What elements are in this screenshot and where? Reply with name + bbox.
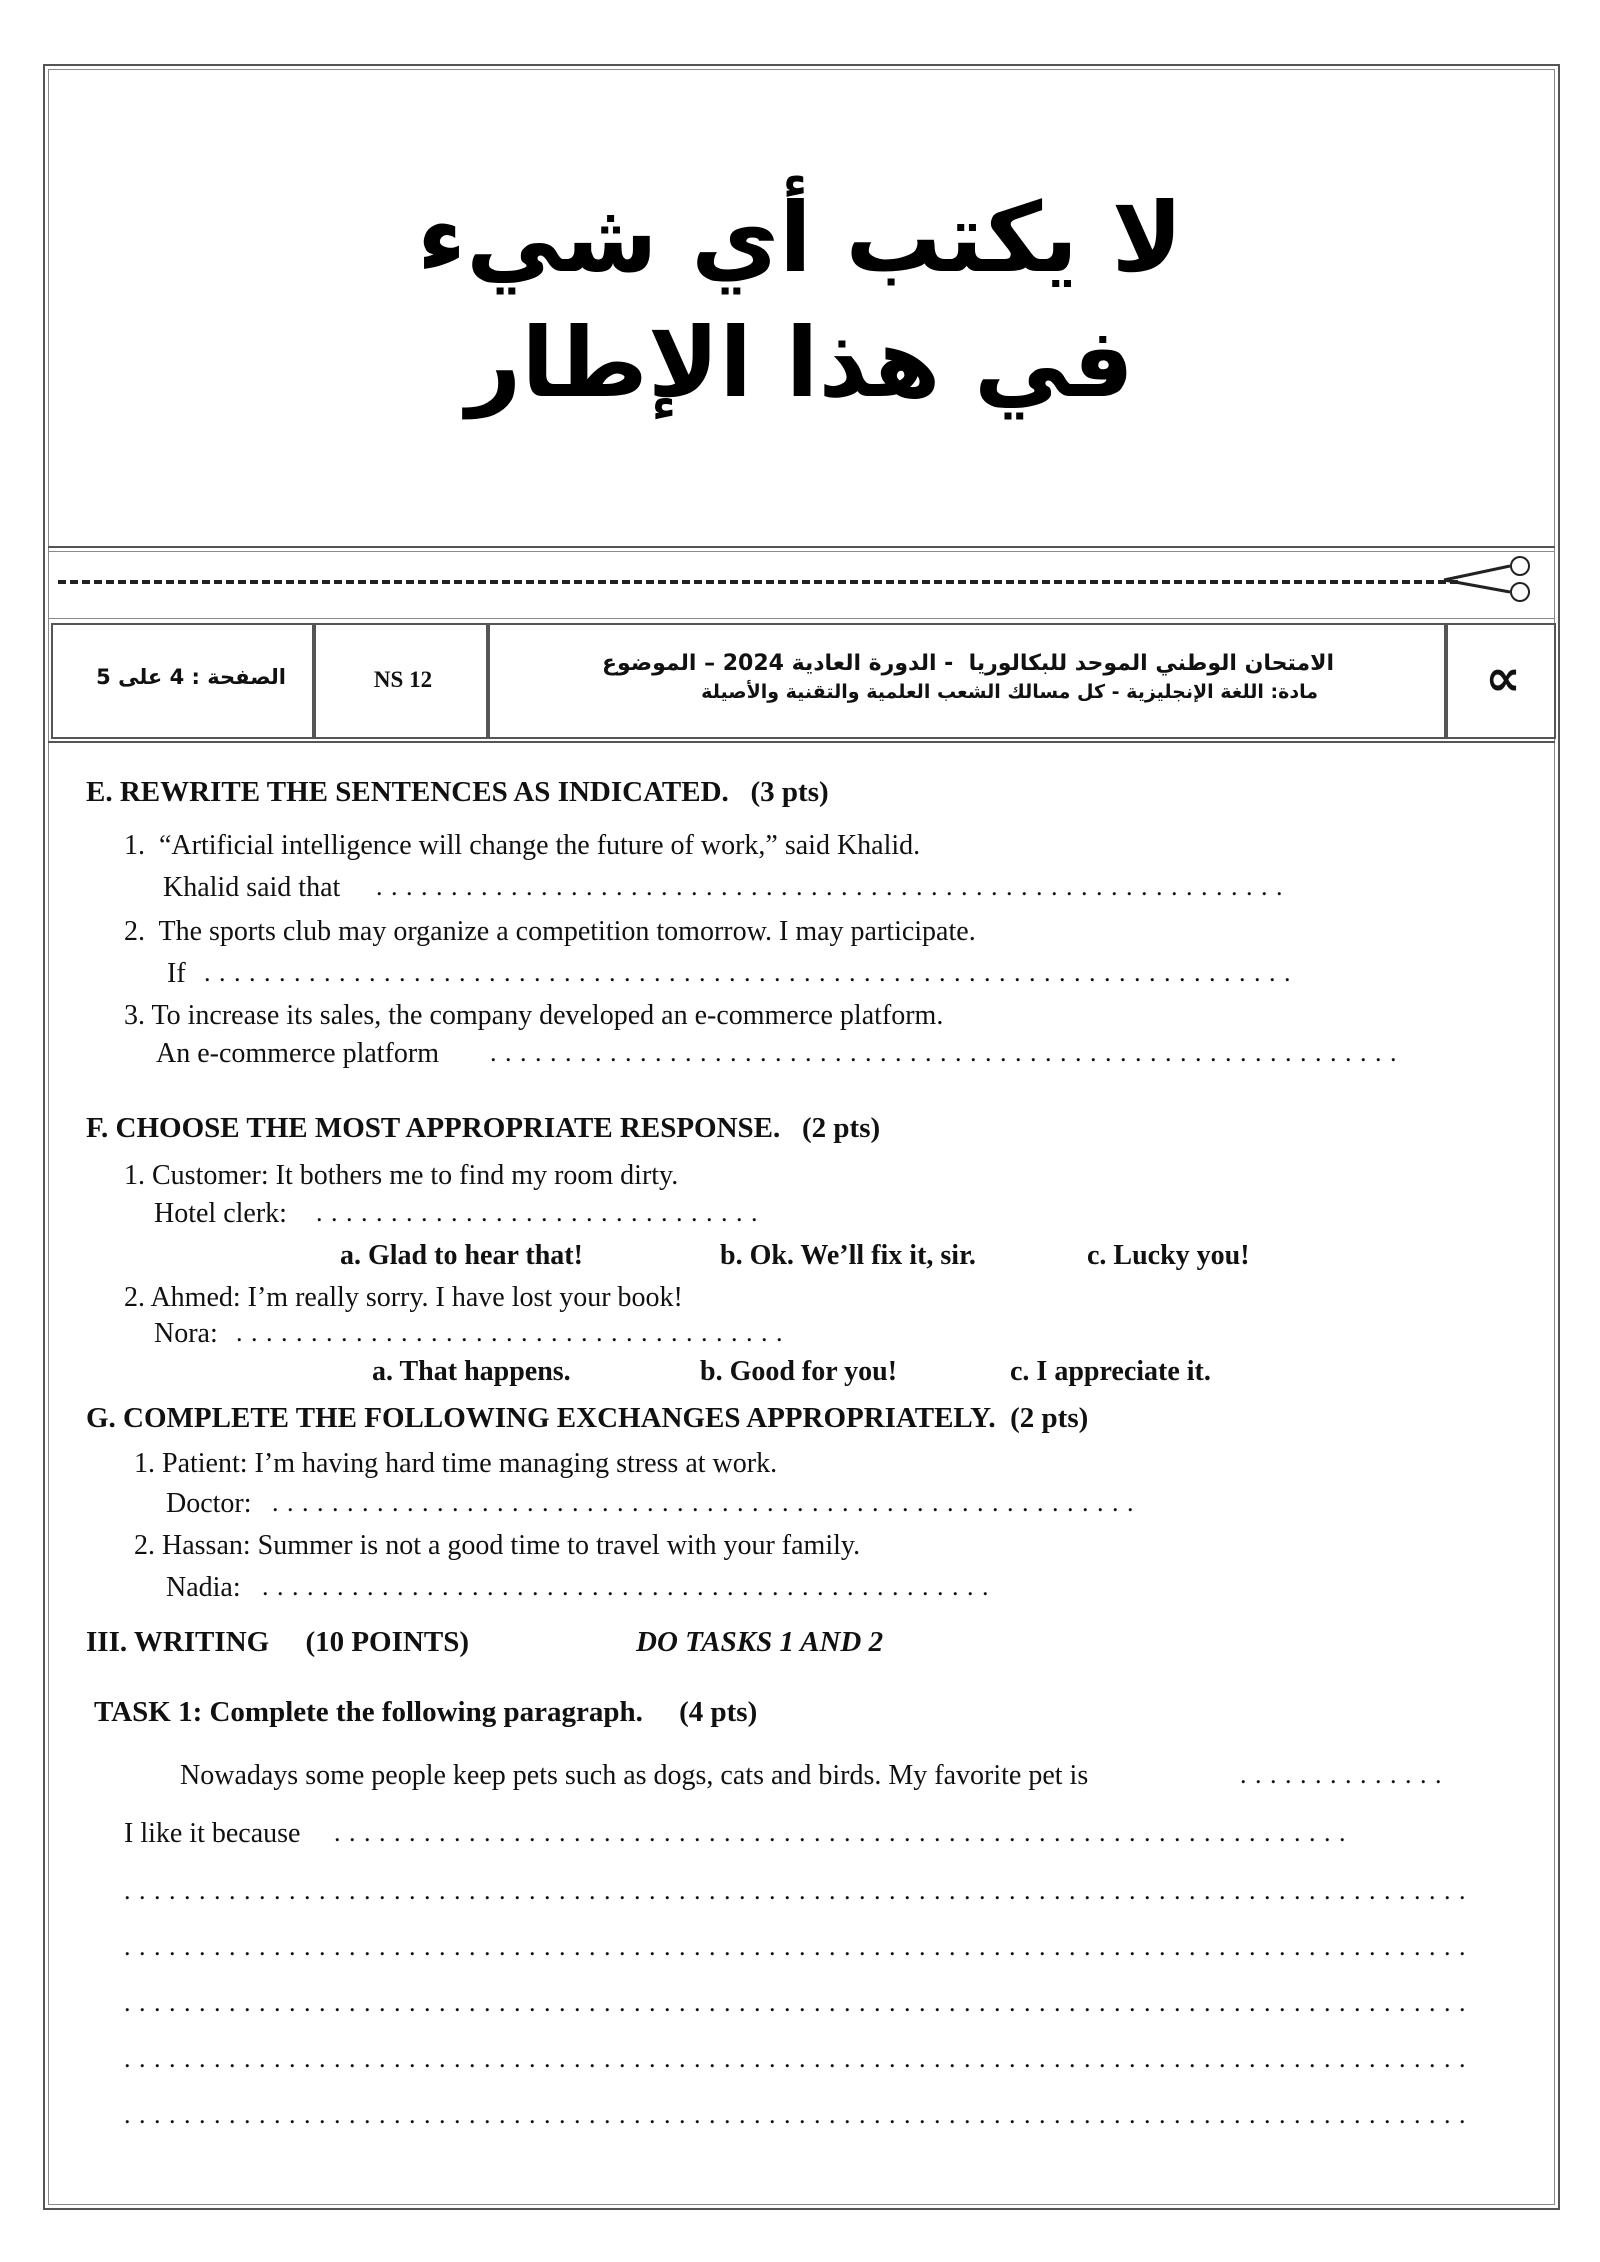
- answer-line-p6[interactable]: . . . . . . . . . . . . . . . . . . . . . . . . . . . . . . . . . . . . . . . . . . . . . . . . . . . . . . . . . . . . . . . . . . . . . . . . . . . . . . . . . . . . . . . . . .: [124, 2044, 1467, 2073]
- cut-line: [58, 580, 1458, 584]
- answer-line-e3[interactable]: . . . . . . . . . . . . . . . . . . . . . . . . . . . . . . . . . . . . . . . . . . . . . . . . . . . . . . . . . . . . .: [490, 1038, 1398, 1067]
- section-g-q2-start: Nadia:: [166, 1572, 241, 1603]
- banner-bottom-border-inner: [48, 551, 1555, 552]
- answer-line-p2[interactable]: . . . . . . . . . . . . . . . . . . . . . . . . . . . . . . . . . . . . . . . . . . . . . . . . . . . . . . . . . . . . . . . . . . . .: [334, 1818, 1347, 1847]
- paragraph-line-2: I like it because: [124, 1818, 301, 1849]
- section-e-q2-start: If: [167, 958, 186, 989]
- writing-instruction: DO TASKS 1 AND 2: [636, 1626, 884, 1658]
- answer-line-p4[interactable]: . . . . . . . . . . . . . . . . . . . . . . . . . . . . . . . . . . . . . . . . . . . . . . . . . . . . . . . . . . . . . . . . . . . . . . . . . . . . . . . . . . . . . . . . . .: [124, 1932, 1467, 1961]
- exam-subject: مادة: اللغة الإنجليزية - كل مسالك الشعب العلمية والتقنية والأصيلة: [701, 681, 1318, 703]
- paragraph-start: Nowadays some people keep pets such as dogs, cats and birds. My favorite pet is: [180, 1760, 1089, 1791]
- section-f-q2: 2. Ahmed: I’m really sorry. I have lost your book!: [124, 1282, 683, 1313]
- answer-line-p1[interactable]: . . . . . . . . . . . . . .: [1240, 1760, 1443, 1789]
- exam-title: الامتحان الوطني الموحد للبكالوريا - الدورة العادية 2024 – الموضوع: [602, 651, 1334, 676]
- exam-logo-icon: ∝: [1485, 649, 1521, 707]
- scissors-icon: [1440, 556, 1540, 602]
- exam-title-cell: [488, 623, 1446, 739]
- header-bottom-border: [48, 741, 1555, 743]
- option-f2-c[interactable]: c. I appreciate it.: [1010, 1356, 1211, 1387]
- banner-line-2: في هذا الإطار: [466, 307, 1134, 419]
- section-e-title: E. REWRITE THE SENTENCES AS INDICATED. (3 pts): [86, 776, 829, 808]
- answer-line-p5[interactable]: . . . . . . . . . . . . . . . . . . . . . . . . . . . . . . . . . . . . . . . . . . . . . . . . . . . . . . . . . . . . . . . . . . . . . . . . . . . . . . . . . . . . . . . . . .: [124, 1988, 1467, 2017]
- page-number: الصفحة : 4 على 5: [96, 665, 286, 689]
- answer-line-f1[interactable]: . . . . . . . . . . . . . . . . . . . . . . . . . . . . . .: [316, 1198, 759, 1227]
- section-e-q3: 3. To increase its sales, the company developed an e-commerce platform.: [124, 1000, 944, 1031]
- section-g-q2: 2. Hassan: Summer is not a good time to travel with your family.: [134, 1530, 861, 1561]
- header-top-border-outer: [48, 618, 1555, 619]
- option-f1-b[interactable]: b. Ok. We’ll fix it, sir.: [720, 1240, 976, 1271]
- section-f-title: F. CHOOSE THE MOST APPROPRIATE RESPONSE. (2 pts): [86, 1112, 881, 1144]
- logo-cell: [1446, 623, 1556, 739]
- option-f2-b[interactable]: b. Good for you!: [700, 1356, 898, 1387]
- answer-line-e1[interactable]: . . . . . . . . . . . . . . . . . . . . . . . . . . . . . . . . . . . . . . . . . . . . . . . . . . . . . . . . . . . . .: [376, 872, 1284, 901]
- exam-code-cell: [314, 623, 488, 739]
- banner-bottom-border: [48, 546, 1555, 548]
- answer-line-g2[interactable]: . . . . . . . . . . . . . . . . . . . . . . . . . . . . . . . . . . . . . . . . . . . . . . . . .: [262, 1572, 990, 1601]
- option-f1-a[interactable]: a. Glad to hear that!: [340, 1240, 583, 1271]
- section-g-q1: 1. Patient: I’m having hard time managing stress at work.: [134, 1448, 778, 1479]
- task1-title: TASK 1: Complete the following paragraph. (4 pts): [94, 1696, 758, 1728]
- exam-code: NS 12: [373, 667, 433, 692]
- section-g-title: G. COMPLETE THE FOLLOWING EXCHANGES APPROPRIATELY. (2 pts): [86, 1402, 1089, 1434]
- section-e-q1: 1. “Artificial intelligence will change the future of work,” said Khalid.: [124, 830, 921, 861]
- answer-line-e2[interactable]: . . . . . . . . . . . . . . . . . . . . . . . . . . . . . . . . . . . . . . . . . . . . . . . . . . . . . . . . . . . . . . . . . . . . . . . . .: [204, 958, 1292, 987]
- section-g-q1-start: Doctor:: [166, 1488, 252, 1519]
- section-f-q1-start: Hotel clerk:: [154, 1198, 287, 1229]
- writing-title: III. WRITING (10 POINTS): [86, 1626, 469, 1658]
- answer-line-f2[interactable]: . . . . . . . . . . . . . . . . . . . . . . . . . . . . . . . . . . . . .: [236, 1318, 784, 1347]
- section-f-q1: 1. Customer: It bothers me to find my room dirty.: [124, 1160, 679, 1191]
- banner-line-1: لا يكتب أي شيء: [417, 182, 1183, 294]
- section-e-q2: 2. The sports club may organize a competition tomorrow. I may participate.: [124, 916, 976, 947]
- answer-line-g1[interactable]: . . . . . . . . . . . . . . . . . . . . . . . . . . . . . . . . . . . . . . . . . . . . . . . . . . . . . . . . . .: [272, 1488, 1135, 1517]
- section-e-q1-start: Khalid said that: [163, 872, 341, 903]
- section-f-q2-start: Nora:: [154, 1318, 218, 1349]
- option-f1-c[interactable]: c. Lucky you!: [1087, 1240, 1250, 1271]
- option-f2-a[interactable]: a. That happens.: [372, 1356, 571, 1387]
- page-number-cell: [51, 623, 314, 739]
- answer-line-p3[interactable]: . . . . . . . . . . . . . . . . . . . . . . . . . . . . . . . . . . . . . . . . . . . . . . . . . . . . . . . . . . . . . . . . . . . . . . . . . . . . . . . . . . . . . . . . . .: [124, 1876, 1467, 1905]
- section-e-q3-start: An e-commerce platform: [156, 1038, 439, 1069]
- answer-line-p7[interactable]: . . . . . . . . . . . . . . . . . . . . . . . . . . . . . . . . . . . . . . . . . . . . . . . . . . . . . . . . . . . . . . . . . . . . . . . . . . . . . . . . . . . . . . . . . .: [124, 2100, 1467, 2129]
